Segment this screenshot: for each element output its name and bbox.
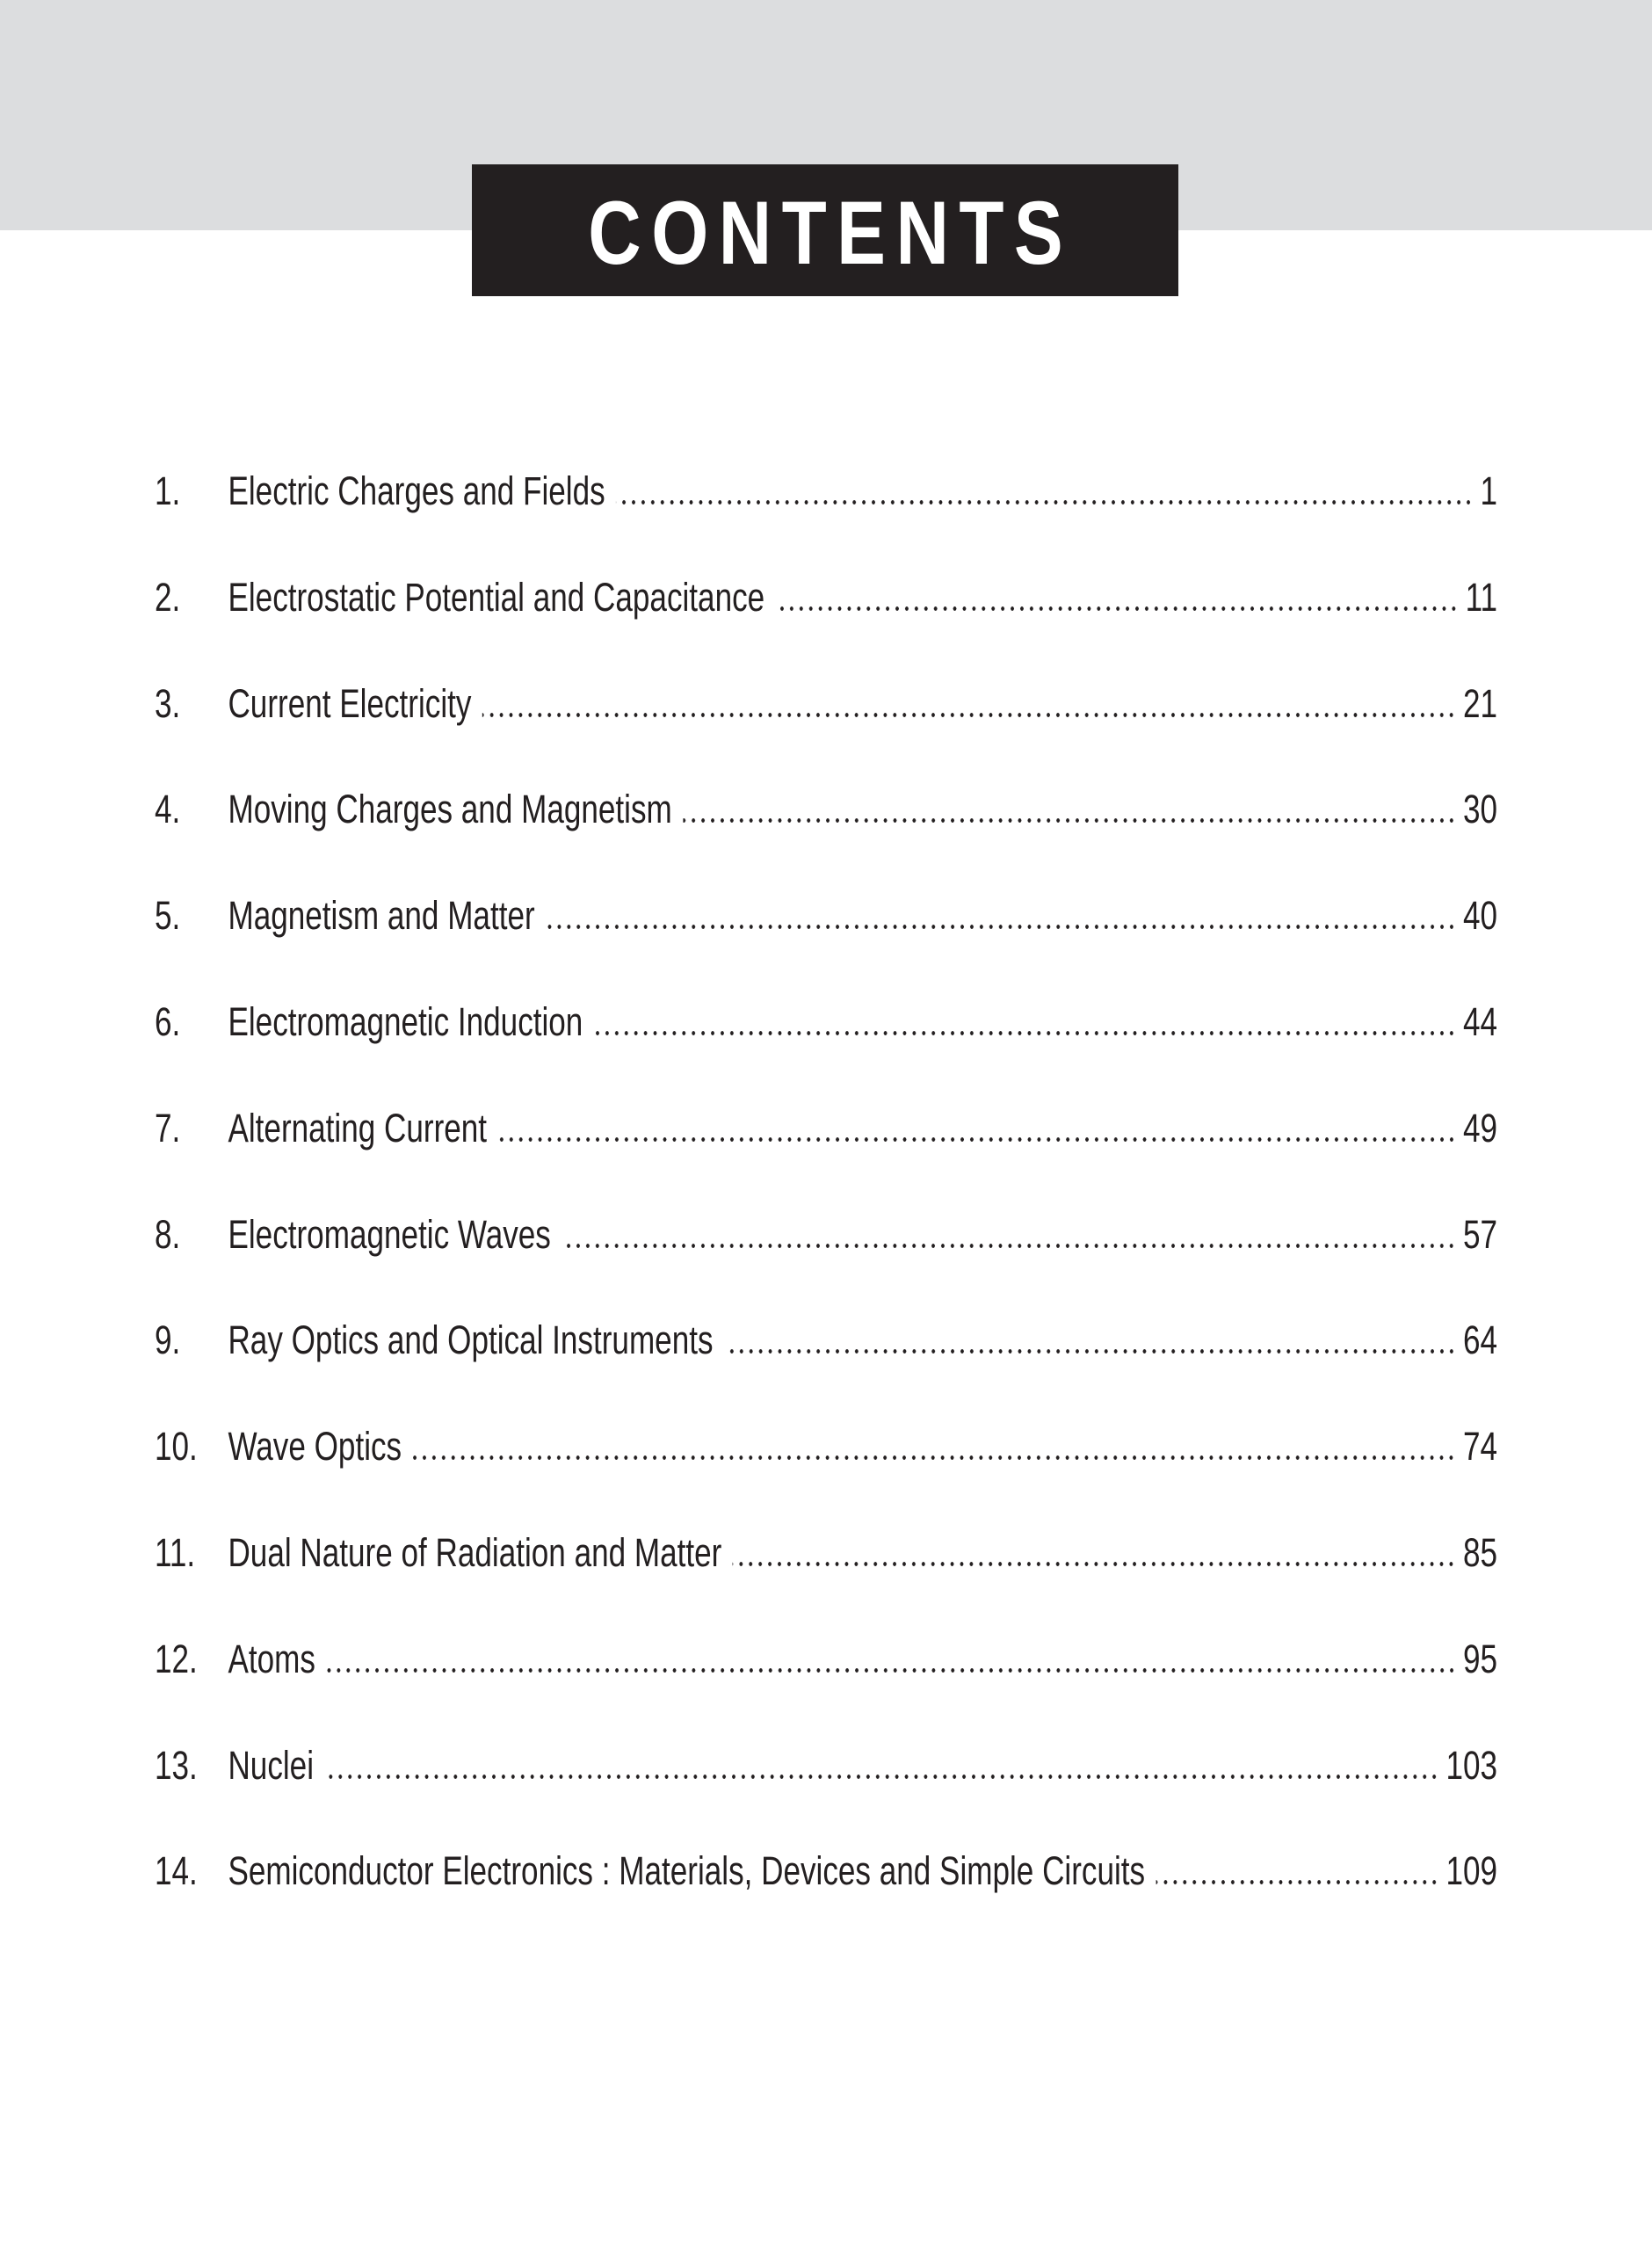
chapter-number: 7. [155, 1105, 181, 1150]
page-number: 64 [1462, 1317, 1498, 1363]
chapter-number: 9. [155, 1317, 181, 1363]
toc-entry[interactable] [155, 465, 1497, 518]
toc-entry[interactable] [155, 1314, 1497, 1367]
toc-entry[interactable] [155, 678, 1497, 730]
dot-leader [616, 500, 1474, 504]
chapter-title: Electrostatic Potential and Capacitance [228, 574, 765, 620]
toc-entry[interactable] [155, 571, 1497, 624]
chapter-number: 13. [155, 1742, 198, 1788]
chapter-number: 14. [155, 1848, 198, 1894]
chapter-number: 11. [155, 1530, 196, 1575]
page-number: 74 [1462, 1424, 1498, 1470]
page-number: 30 [1462, 787, 1498, 832]
chapter-title: Alternating Current [228, 1105, 488, 1150]
dot-leader [498, 1137, 1457, 1142]
dot-leader [594, 1031, 1456, 1035]
contents-title-box [472, 164, 1178, 296]
toc-entry[interactable] [155, 1102, 1497, 1155]
toc-entry[interactable] [155, 996, 1497, 1049]
page-number: 85 [1462, 1530, 1498, 1575]
page-number: 40 [1462, 893, 1498, 939]
toc-entry[interactable] [155, 1739, 1497, 1792]
chapter-title: Nuclei [228, 1742, 314, 1788]
chapter-title: Moving Charges and Magnetism [228, 787, 672, 832]
chapter-number: 4. [155, 787, 181, 832]
dot-leader [1156, 1880, 1439, 1884]
toc-entry[interactable] [155, 1208, 1497, 1261]
chapter-number: 1. [155, 468, 181, 513]
dot-leader [776, 606, 1459, 611]
page-number: 1 [1480, 468, 1498, 513]
chapter-number: 10. [155, 1424, 198, 1470]
dot-leader [724, 1349, 1456, 1354]
chapter-number: 2. [155, 574, 181, 620]
page-title: CONTENTS [587, 183, 1073, 283]
dot-leader [683, 818, 1456, 823]
chapter-number: 12. [155, 1636, 198, 1681]
page-number: 11 [1465, 574, 1498, 620]
chapter-number: 8. [155, 1211, 181, 1257]
page-number: 109 [1446, 1848, 1498, 1894]
toc-entry[interactable] [155, 783, 1497, 836]
toc-entry[interactable] [155, 1633, 1497, 1686]
chapter-title: Electric Charges and Fields [228, 468, 605, 513]
toc-entry[interactable] [155, 1527, 1497, 1579]
chapter-title: Ray Optics and Optical Instruments [228, 1317, 714, 1363]
page-number: 49 [1462, 1105, 1498, 1150]
dot-leader [562, 1244, 1456, 1248]
chapter-title: Dual Nature of Radiation and Matter [228, 1530, 722, 1575]
chapter-title: Atoms [228, 1636, 315, 1681]
chapter-title: Current Electricity [228, 680, 472, 726]
page-number: 21 [1462, 680, 1498, 726]
chapter-number: 5. [155, 893, 181, 939]
dot-leader [326, 1668, 1456, 1673]
page-number: 44 [1462, 999, 1498, 1044]
chapter-title: Semiconductor Electronics : Materials, Devices and Simple Circuits [228, 1848, 1146, 1894]
chapter-title: Electromagnetic Waves [228, 1211, 551, 1257]
chapter-number: 3. [155, 680, 181, 726]
chapter-title: Magnetism and Matter [228, 893, 535, 939]
dot-leader [482, 713, 1456, 717]
page-number: 57 [1462, 1211, 1498, 1257]
dot-leader [733, 1562, 1456, 1566]
toc-entry[interactable] [155, 1420, 1497, 1473]
toc-entry[interactable] [155, 1845, 1497, 1898]
page-number: 103 [1446, 1742, 1498, 1788]
chapter-number: 6. [155, 999, 181, 1044]
chapter-title: Wave Optics [228, 1424, 402, 1470]
chapter-title: Electromagnetic Induction [228, 999, 583, 1044]
dot-leader [413, 1455, 1457, 1460]
dot-leader [324, 1775, 1438, 1779]
page-number: 95 [1462, 1636, 1498, 1681]
toc-entry[interactable] [155, 889, 1497, 942]
dot-leader [546, 925, 1456, 929]
